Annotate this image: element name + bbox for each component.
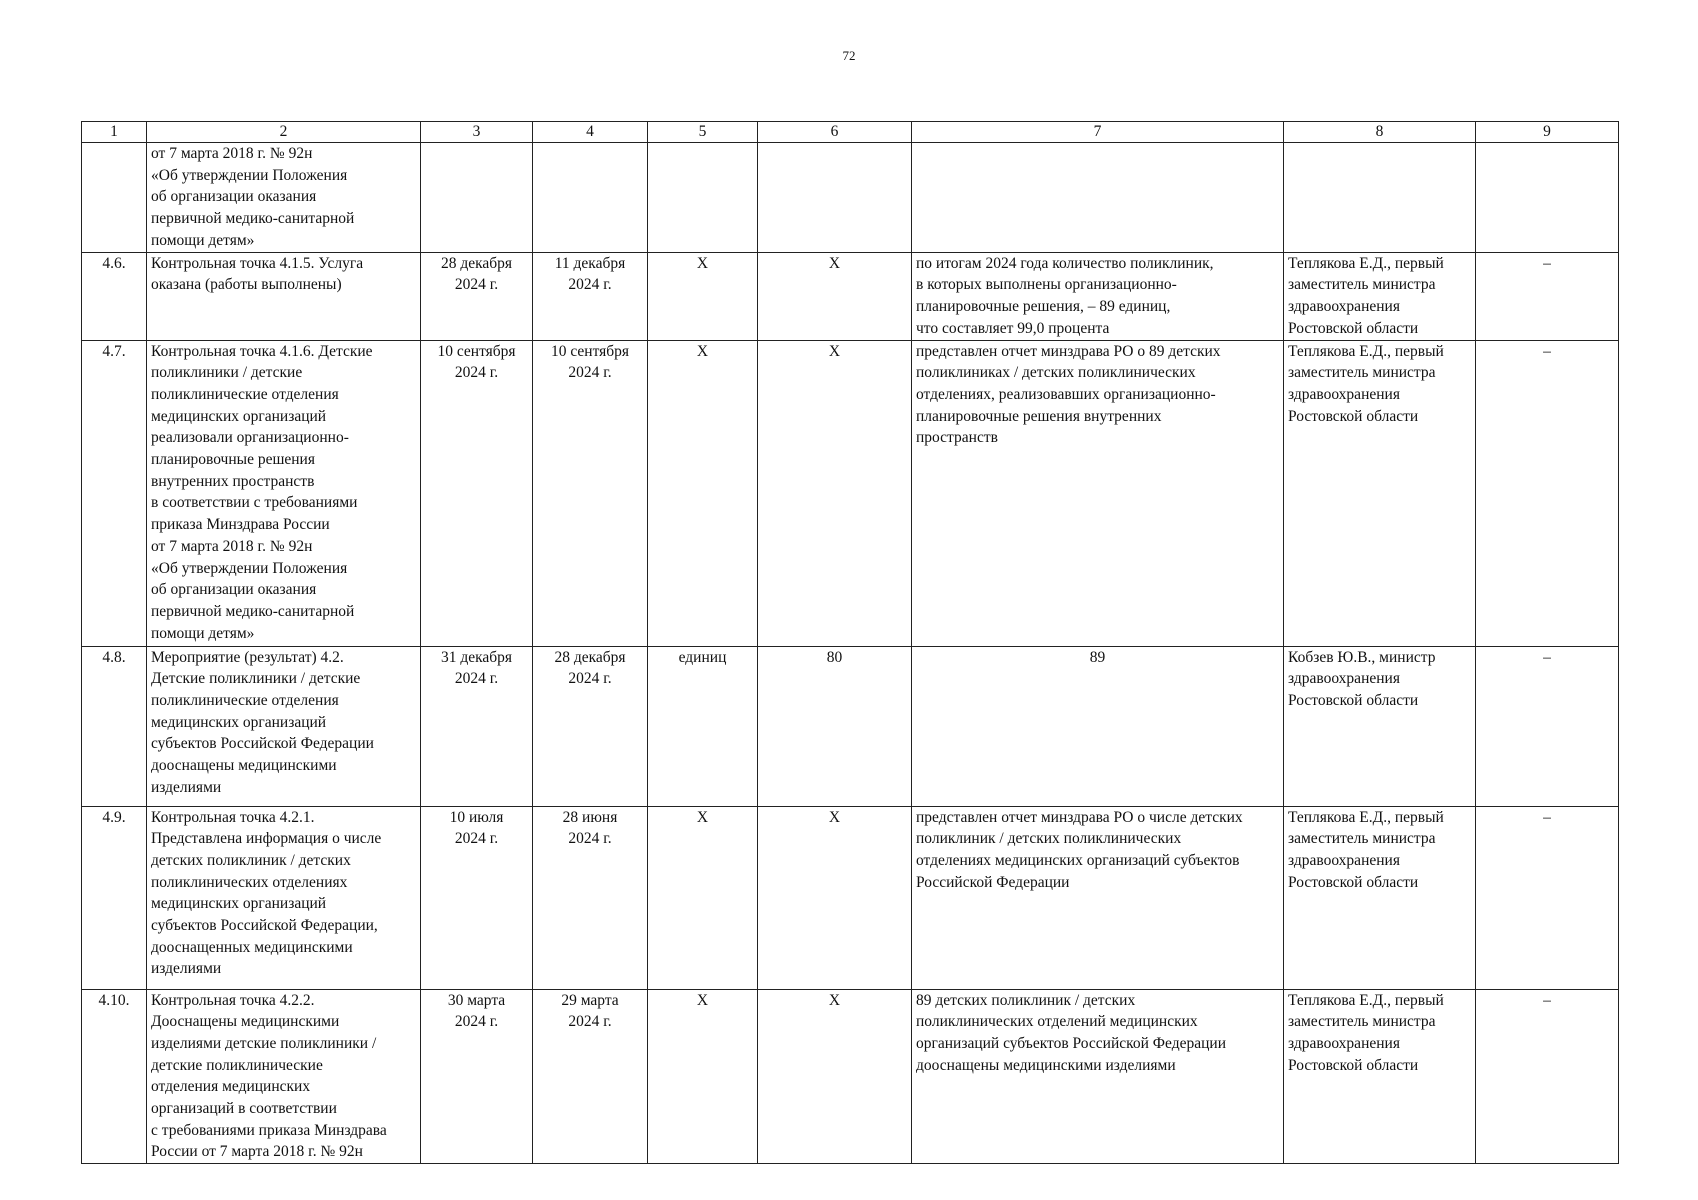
note: – bbox=[1476, 252, 1619, 340]
row-name: Контрольная точка 4.1.5. Услуга оказана (работы выполнены) bbox=[147, 252, 421, 340]
note: – bbox=[1476, 989, 1619, 1164]
plan-date: 28 декабря 2024 г. bbox=[421, 252, 533, 340]
row-name: Контрольная точка 4.2.1. Представлена информация о числе детских поликлиник / детских поликлинических отделениях медицинских организаций субъектов Российской Федерации, дооснащенных медицинскими изделиями bbox=[147, 806, 421, 989]
column-header: 4 bbox=[533, 122, 648, 143]
unit: единиц bbox=[648, 646, 758, 806]
responsible: Теплякова Е.Д., первый заместитель министра здравоохранения Ростовской области bbox=[1284, 252, 1476, 340]
plan-value: Х bbox=[758, 806, 912, 989]
responsible: Кобзев Ю.В., министр здравоохранения Ростовской области bbox=[1284, 646, 1476, 806]
unit bbox=[648, 143, 758, 253]
result: представлен отчет минздрава РО о 89 детских поликлиниках / детских поликлинических отделениях, реализовавших организационно- планировочные решения внутренних пространств bbox=[912, 340, 1284, 646]
unit: Х bbox=[648, 252, 758, 340]
row-name: Контрольная точка 4.2.2. Дооснащены медицинскими изделиями детские поликлиники / детские поликлинические отделения медицинских организаций в соответствии с требованиями приказа Минздрава России от 7 марта 2018 г. № 92н bbox=[147, 989, 421, 1164]
fact-date: 29 марта 2024 г. bbox=[533, 989, 648, 1164]
row-name: Мероприятие (результат) 4.2. Детские поликлиники / детские поликлинические отделения медицинских организаций субъектов Российской Федерации дооснащены медицинскими изделиями bbox=[147, 646, 421, 806]
row-name: от 7 марта 2018 г. № 92н «Об утверждении Положения об организации оказания первичной медико-санитарной помощи детям» bbox=[147, 143, 421, 253]
responsible: Теплякова Е.Д., первый заместитель министра здравоохранения Ростовской области bbox=[1284, 340, 1476, 646]
plan-value: Х bbox=[758, 989, 912, 1164]
plan-value: Х bbox=[758, 340, 912, 646]
table-row bbox=[82, 806, 1619, 989]
column-header: 3 bbox=[421, 122, 533, 143]
note bbox=[1476, 143, 1619, 253]
fact-date: 11 декабря 2024 г. bbox=[533, 252, 648, 340]
table-row bbox=[82, 252, 1619, 340]
fact-date bbox=[533, 143, 648, 253]
row-number: 4.10. bbox=[82, 989, 147, 1164]
column-header: 7 bbox=[912, 122, 1284, 143]
responsible bbox=[1284, 143, 1476, 253]
plan-date: 10 июля 2024 г. bbox=[421, 806, 533, 989]
plan-date: 30 марта 2024 г. bbox=[421, 989, 533, 1164]
column-number-row bbox=[82, 122, 1619, 143]
unit: Х bbox=[648, 340, 758, 646]
plan-date: 31 декабря 2024 г. bbox=[421, 646, 533, 806]
column-header: 8 bbox=[1284, 122, 1476, 143]
row-number: 4.9. bbox=[82, 806, 147, 989]
note: – bbox=[1476, 646, 1619, 806]
column-header: 2 bbox=[147, 122, 421, 143]
table-row bbox=[82, 989, 1619, 1164]
row-number: 4.7. bbox=[82, 340, 147, 646]
plan-value: 80 bbox=[758, 646, 912, 806]
unit: Х bbox=[648, 989, 758, 1164]
table-row bbox=[82, 646, 1619, 806]
row-number: 4.6. bbox=[82, 252, 147, 340]
result: 89 детских поликлиник / детских поликлинических отделений медицинских организаций субъектов Российской Федерации дооснащены медицинскими изделиями bbox=[912, 989, 1284, 1164]
fact-date: 10 сентября 2024 г. bbox=[533, 340, 648, 646]
table-row bbox=[82, 143, 1619, 253]
unit: Х bbox=[648, 806, 758, 989]
plan-value: Х bbox=[758, 252, 912, 340]
table-row bbox=[82, 340, 1619, 646]
plan-date: 10 сентября 2024 г. bbox=[421, 340, 533, 646]
column-header: 6 bbox=[758, 122, 912, 143]
plan-date bbox=[421, 143, 533, 253]
plan-value bbox=[758, 143, 912, 253]
column-header: 1 bbox=[82, 122, 147, 143]
row-name: Контрольная точка 4.1.6. Детские поликлиники / детские поликлинические отделения медицинских организаций реализовали организационно- планировочные решения внутренних пространств в соответствии с требованиями приказа Минздрава России от 7 марта 2018 г. № 92н «Об утверждении Положения об организации оказания первичной медико-санитарной помощи детям» bbox=[147, 340, 421, 646]
fact-date: 28 июня 2024 г. bbox=[533, 806, 648, 989]
note: – bbox=[1476, 806, 1619, 989]
result: представлен отчет минздрава РО о числе детских поликлиник / детских поликлинических отделениях медицинских организаций субъектов Российской Федерации bbox=[912, 806, 1284, 989]
responsible: Теплякова Е.Д., первый заместитель министра здравоохранения Ростовской области bbox=[1284, 989, 1476, 1164]
fact-date: 28 декабря 2024 г. bbox=[533, 646, 648, 806]
report-table bbox=[81, 121, 1619, 1164]
responsible: Теплякова Е.Д., первый заместитель министра здравоохранения Ростовской области bbox=[1284, 806, 1476, 989]
result: по итогам 2024 года количество поликлиник, в которых выполнены организационно- планировочные решения, – 89 единиц, что составляет 99,0 процента bbox=[912, 252, 1284, 340]
result: 89 bbox=[912, 646, 1284, 806]
row-number bbox=[82, 143, 147, 253]
column-header: 9 bbox=[1476, 122, 1619, 143]
note: – bbox=[1476, 340, 1619, 646]
page-number: 72 bbox=[842, 48, 856, 63]
column-header: 5 bbox=[648, 122, 758, 143]
row-number: 4.8. bbox=[82, 646, 147, 806]
result bbox=[912, 143, 1284, 253]
